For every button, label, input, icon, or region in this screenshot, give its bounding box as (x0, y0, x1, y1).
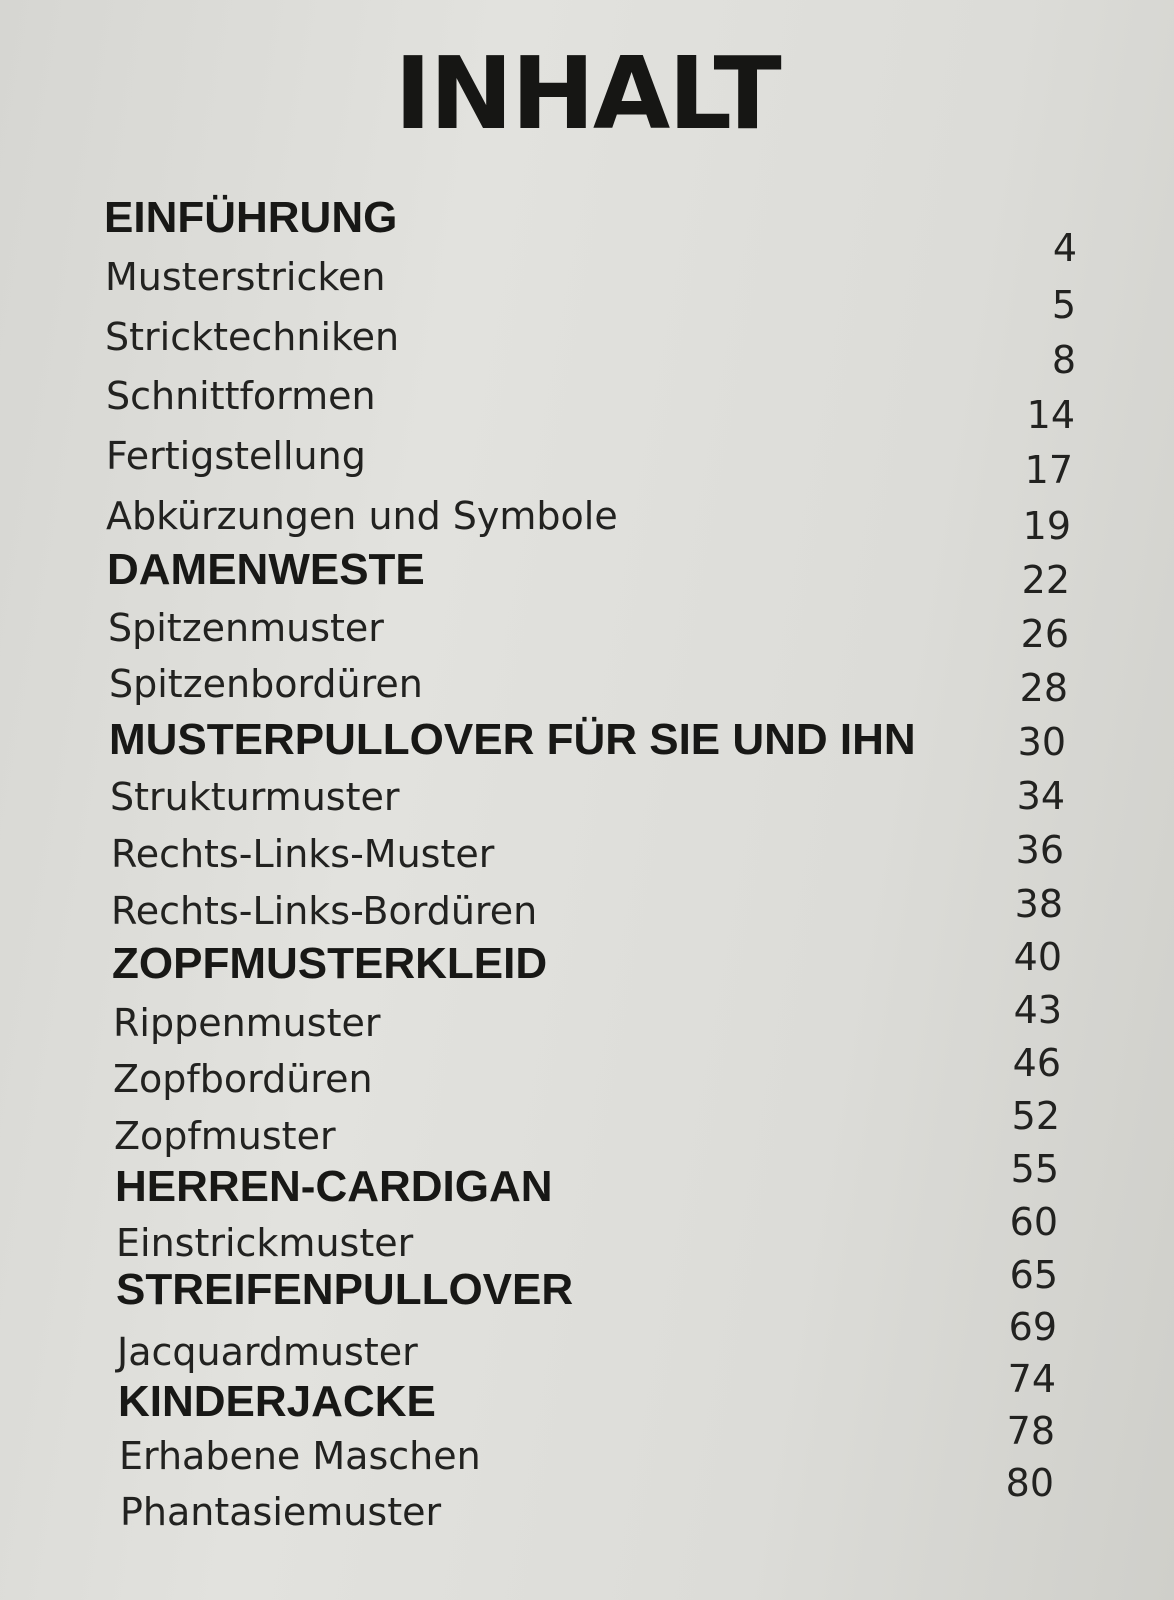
toc-page-number: 80 (1005, 1461, 1054, 1505)
toc-page-number: 65 (1009, 1253, 1058, 1297)
toc-page-number: 8 (1051, 338, 1076, 382)
toc-page-number: 52 (1011, 1094, 1060, 1138)
toc-section-entry: Erhabene Maschen (119, 1434, 481, 1478)
toc-section-entry: Rechts-Links-Bordüren (111, 889, 538, 933)
toc-section-entry: Zopfbordüren (113, 1057, 373, 1101)
toc-section-entry: Stricktechniken (105, 315, 400, 359)
toc-page-number: 22 (1021, 558, 1070, 602)
toc-page-number: 14 (1026, 393, 1075, 437)
toc-section-entry: Rippenmuster (113, 1001, 381, 1045)
toc-page-number: 36 (1015, 828, 1064, 872)
toc-section-entry: Phantasiemuster (120, 1490, 442, 1534)
toc-section-entry: Spitzenmuster (108, 606, 384, 650)
toc-section-entry: Jacquardmuster (117, 1330, 418, 1374)
toc-page-number: 34 (1016, 774, 1065, 818)
toc-page-number: 26 (1020, 612, 1069, 656)
toc-page-number: 5 (1051, 283, 1076, 327)
toc-page-number: 38 (1014, 882, 1063, 926)
toc-section-entry: Zopfmuster (114, 1114, 336, 1158)
toc-page-number: 46 (1012, 1041, 1061, 1085)
toc-page-number: 40 (1013, 935, 1062, 979)
toc-page-number: 4 (1052, 226, 1077, 270)
toc-page-number: 78 (1006, 1409, 1055, 1453)
toc-page-number: 19 (1022, 504, 1071, 548)
toc-section-entry: Schnittformen (106, 374, 376, 418)
toc-page-number: 74 (1007, 1357, 1056, 1401)
toc-section-entry: Musterstricken (105, 255, 386, 299)
toc-chapter-heading: ZOPFMUSTERKLEID (112, 939, 548, 988)
page-title: INHALT (394, 35, 780, 152)
toc-page-number: 69 (1008, 1305, 1057, 1349)
toc-section-entry: Rechts-Links-Muster (111, 832, 495, 876)
toc-page-number: 17 (1024, 448, 1073, 492)
toc-page-number: 60 (1009, 1200, 1058, 1244)
toc-chapter-heading: STREIFENPULLOVER (116, 1265, 574, 1314)
toc-chapter-heading: DAMENWESTE (107, 545, 425, 594)
toc-page-number: 43 (1013, 988, 1062, 1032)
toc-page-number: 55 (1010, 1147, 1059, 1191)
toc-page-number: 30 (1017, 720, 1066, 764)
toc-chapter-heading: KINDERJACKE (118, 1377, 436, 1426)
toc-section-entry: Spitzenbordüren (109, 662, 423, 706)
toc-section-entry: Fertigstellung (106, 434, 366, 478)
toc-section-entry: Abkürzungen und Symbole (106, 494, 618, 538)
toc-chapter-heading: EINFÜHRUNG (104, 193, 398, 242)
toc-chapter-heading: MUSTERPULLOVER FÜR SIE UND IHN (109, 715, 916, 764)
toc-page-number: 28 (1019, 666, 1068, 710)
toc-chapter-heading: HERREN-CARDIGAN (115, 1162, 553, 1211)
toc-section-entry: Einstrickmuster (116, 1221, 414, 1265)
toc-section-entry: Strukturmuster (110, 775, 400, 819)
